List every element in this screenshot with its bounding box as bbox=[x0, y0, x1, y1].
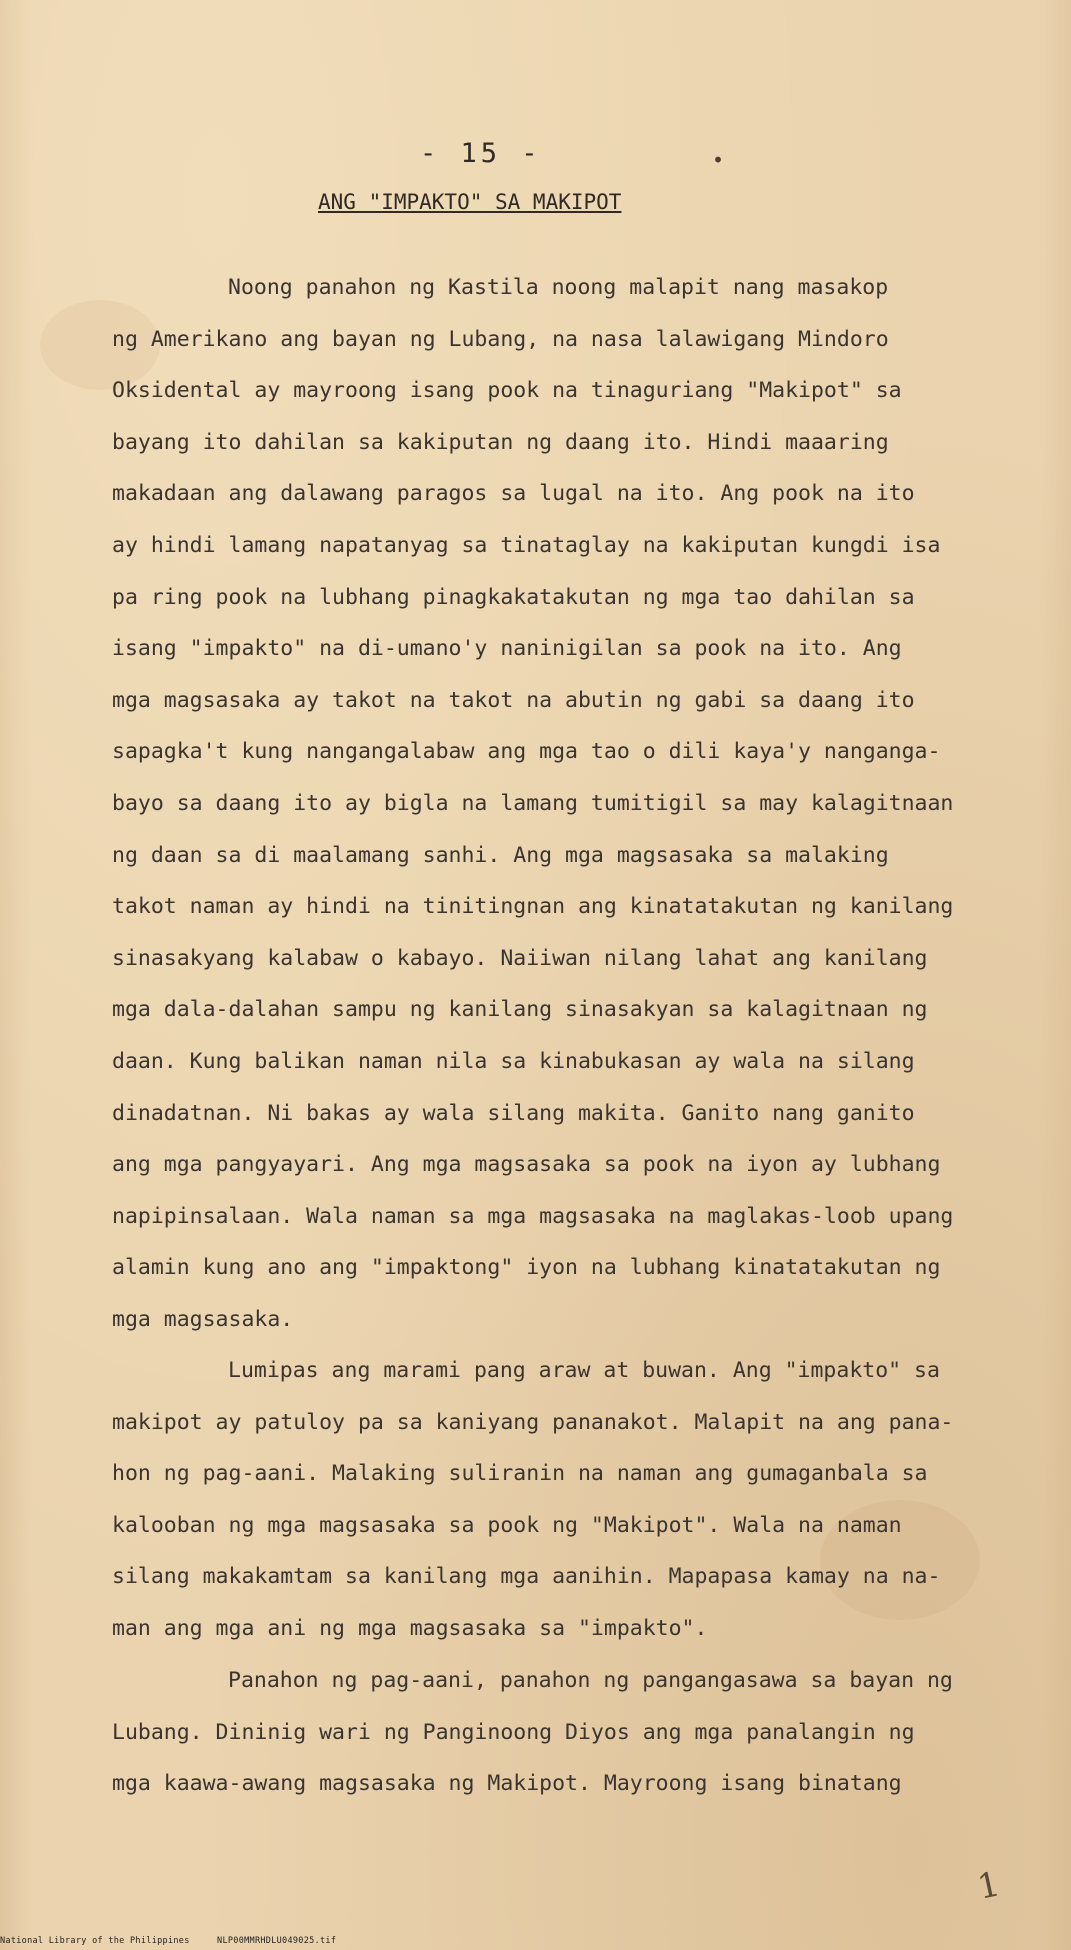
paragraph-1 bbox=[112, 262, 972, 1345]
text-line: hon ng pag-aani. Malaking suliranin na naman ang gumaganbala sa bbox=[112, 1461, 928, 1487]
text-line: napipinsalaan. Wala naman sa mga magsasaka na maglakas-loob upang bbox=[112, 1203, 954, 1229]
text-line: ng daan sa di maalamang sanhi. Ang mga magsasaka sa malaking bbox=[112, 842, 889, 868]
text-line: makadaan ang dalawang paragos sa lugal na ito. Ang pook na ito bbox=[112, 481, 915, 507]
text-line: Panahon ng pag-aani, panahon ng pangangasawa sa bayan ng bbox=[228, 1668, 953, 1693]
text-line: mga dala-dalahan sampu ng kanilang sinasakyan sa kalagitnaan ng bbox=[112, 997, 928, 1023]
text-line: Lubang. Dininig wari ng Panginoong Diyos ang mga panalangin ng bbox=[112, 1719, 915, 1745]
text-line: Lumipas ang marami pang araw at buwan. Ang "impakto" sa bbox=[228, 1358, 940, 1383]
text-line: pa ring pook na lubhang pinagkakatakutan ng mga tao dahilan sa bbox=[112, 584, 915, 610]
text-line: kalooban ng mga magsasaka sa pook ng "Makipot". Wala na naman bbox=[112, 1512, 902, 1538]
text-line: mga magsasaka ay takot na takot na abutin ng gabi sa daang ito bbox=[112, 687, 915, 713]
text-line: takot naman ay hindi na tinitingnan ang kinatatakutan ng kanilang bbox=[112, 894, 954, 920]
ink-dot: • bbox=[712, 148, 725, 172]
paragraph-2 bbox=[112, 1345, 972, 1655]
text-line: isang "impakto" na di-umano'y naninigilan sa pook na ito. Ang bbox=[112, 636, 902, 662]
text-line: Noong panahon ng Kastila noong malapit nang masakop bbox=[228, 275, 889, 300]
text-line: bayang ito dahilan sa kakiputan ng daang ito. Hindi maaaring bbox=[112, 429, 889, 455]
text-line: bayo sa daang ito ay bigla na lamang tumitigil sa may kalagitnaan bbox=[112, 790, 954, 816]
text-line: mga kaawa-awang magsasaka ng Makipot. Mayroong isang binatang bbox=[112, 1771, 902, 1797]
paragraph-3 bbox=[112, 1655, 972, 1810]
page-number: - 15 - bbox=[420, 138, 542, 169]
text-line: sapagka't kung nangangalabaw ang mga tao o dili kaya'y nanganga- bbox=[112, 739, 941, 765]
text-line: dinadatnan. Ni bakas ay wala silang makita. Ganito nang ganito bbox=[112, 1100, 915, 1126]
text-line: mga magsasaka. bbox=[112, 1306, 294, 1332]
text-line: sinasakyang kalabaw o kabayo. Naiiwan nilang lahat ang kanilang bbox=[112, 945, 928, 971]
text-line: daan. Kung balikan naman nila sa kinabukasan ay wala na silang bbox=[112, 1048, 915, 1074]
text-line: ay hindi lamang napatanyag sa tinataglay na kakiputan kungdi isa bbox=[112, 532, 941, 558]
scan-footer bbox=[0, 1936, 358, 1946]
document-title: ANG "IMPAKTO" SA MAKIPOT bbox=[318, 190, 622, 214]
text-line: man ang mga ani ng mga magsasaka sa "impakto". bbox=[112, 1615, 708, 1641]
text-line: silang makakamtam sa kanilang mga aanihin. Mapapasa kamay na na- bbox=[112, 1564, 941, 1590]
text-line: alamin kung ano ang "impaktong" iyon na lubhang kinatatakutan ng bbox=[112, 1255, 941, 1281]
text-line: Oksidental ay mayroong isang pook na tinaguriang "Makipot" sa bbox=[112, 378, 902, 404]
footer-file-id: NLP00MMRHDLU049025.tif bbox=[217, 1936, 337, 1946]
handwritten-mark: 1 bbox=[974, 1864, 1004, 1908]
text-line: ang mga pangyayari. Ang mga magsasaka sa pook na iyon ay lubhang bbox=[112, 1152, 941, 1178]
text-line: makipot ay patuloy pa sa kaniyang pananakot. Malapit na ang pana- bbox=[112, 1409, 954, 1435]
text-line: ng Amerikano ang bayan ng Lubang, na nasa lalawigang Mindoro bbox=[112, 326, 889, 352]
footer-library: National Library of the Philippines bbox=[0, 1936, 190, 1946]
